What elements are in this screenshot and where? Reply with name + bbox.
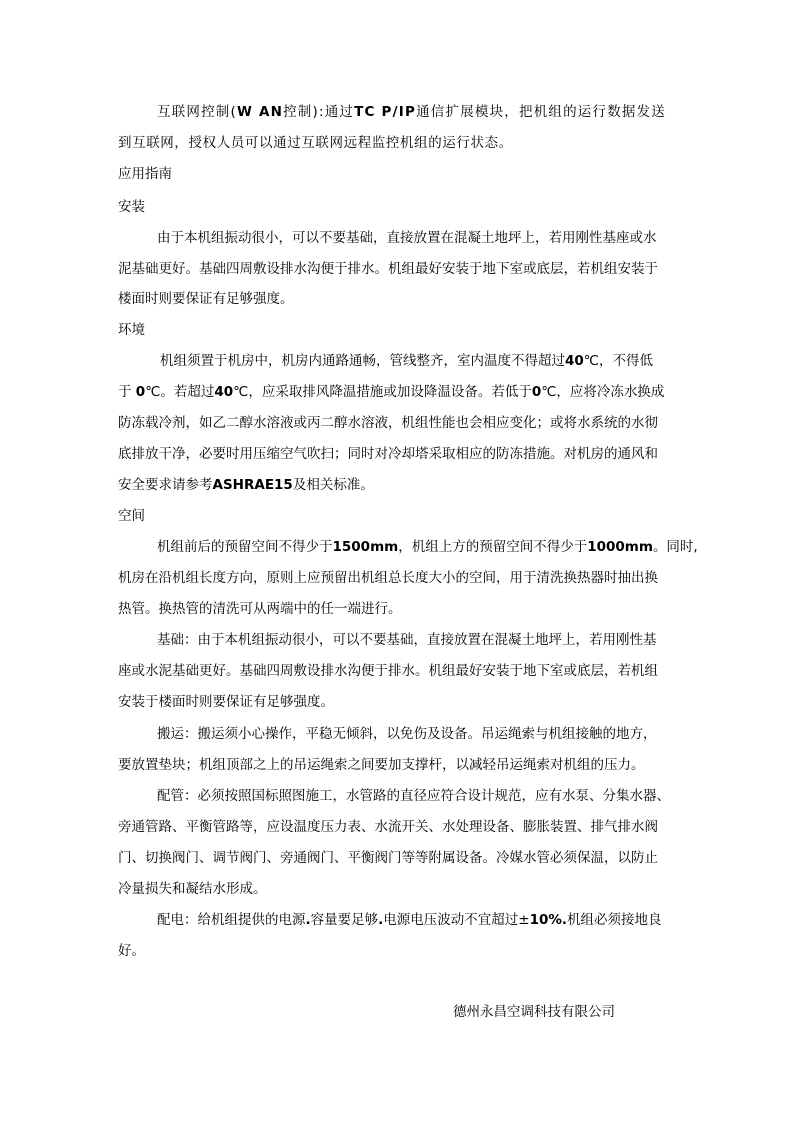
transport-line-2: 要放置垫块；机组顶部之上的吊运绳索之间要加支撑杆，以减轻吊运绳索对机组的压力。 (118, 757, 645, 773)
heading-installation: 安装 (118, 199, 145, 215)
env-line-1 (160, 352, 653, 370)
install-line-2: 泥基础更好。基础四周敷设排水沟便于排水。机组最好安装于地下室或底层，若机组安装于 (118, 261, 658, 277)
text-span: 机组必须接地良 (567, 912, 662, 928)
piping-line-3: 门、切换阀门、调节阀门、旁通阀门、平衡阀门等等附属设备。冷媒水管必须保温，以防止 (118, 850, 658, 866)
heading-space: 空间 (118, 508, 145, 524)
install-line-1: 由于本机组振动很小，可以不要基础，直接放置在混凝土地坪上，若用刚性基座或水 (157, 230, 657, 246)
text-span: 配电：给机组提供的电源 (157, 912, 306, 928)
space-line-2: 机房在沿机组长度方向，原则上应预留出机组总长度大小的空间，用于清洗换热器时抽出换 (118, 570, 658, 586)
heading-environment: 环境 (118, 322, 145, 338)
bold-text: 10% (529, 912, 562, 928)
env-line-4: 底排放干净，必要时用压缩空气吹扫；同时对冷却塔采取相应的防冻措施。对机房的通风和 (118, 446, 658, 462)
piping-line-4: 冷量损失和凝结水形成。 (118, 881, 267, 897)
text-span: ℃，应采取排风降温措施或加设降温设备。若低于 (233, 384, 532, 400)
bold-text: 40 (214, 384, 234, 400)
bold-text: . (305, 912, 311, 928)
text-span: ℃，应将冷冻水换成 (541, 384, 665, 400)
intro-line-2: 到互联网，授权人员可以通过互联网远程监控机组的运行状态。 (118, 135, 513, 151)
env-line-5 (118, 476, 374, 494)
text-span: 安全要求请参考 (118, 477, 213, 493)
heading-application-guide: 应用指南 (118, 166, 172, 182)
power-line-1 (157, 911, 662, 929)
transport-line-1: 搬运：搬运须小心操作，平稳无倾斜，以免伤及设备。吊运绳索与机组接触的地方， (157, 726, 657, 742)
foundation-line-1: 基础：由于本机组振动很小，可以不要基础，直接放置在混凝土地坪上，若用刚性基 (157, 632, 657, 648)
bold-text: ASHRAE15 (212, 477, 293, 493)
piping-line-1: 配管：必须按照国标照图施工，水管路的直径应符合设计规范，应有水泵、分集水器、 (157, 788, 670, 804)
text-span: ，机组上方的预留空间不得少于 (398, 539, 588, 555)
bold-text: 40 (565, 353, 584, 369)
text-span: ℃，不得低 (583, 353, 653, 369)
company-signature: 德州永昌空调科技有限公司 (453, 1004, 615, 1020)
text-span: 控制):通过 (283, 104, 355, 120)
bold-text: 1500mm (332, 539, 399, 555)
bold-text: . (561, 912, 568, 928)
bold-text: 0 (531, 384, 542, 400)
text-span: 。同时, (652, 539, 698, 555)
bold-text: 0 (135, 384, 146, 400)
bold-text: 1000mm (587, 539, 653, 555)
power-line-2: 好。 (118, 943, 145, 959)
text-span: 于 (118, 384, 132, 400)
text-span: 及相关标准。 (292, 477, 374, 493)
text-span: 电源电压波动不宜超过± (383, 912, 530, 928)
bold-text: . (378, 912, 384, 928)
text-span: 互联网控制( (157, 104, 237, 120)
install-line-3: 楼面时则要保证有足够强度。 (118, 291, 294, 307)
bold-text: TC P/IP (354, 104, 417, 120)
piping-line-2: 旁通管路、平衡管路等，应设温度压力表、水流开关、水处理设备、膨胀装置、排气排水阀 (118, 819, 658, 835)
text-span: 容量要足够 (310, 912, 379, 928)
foundation-line-3: 安装于楼面时则要保证有足够强度。 (118, 694, 334, 710)
text-span: 机组前后的预留空间不得少于 (157, 539, 333, 555)
env-line-3: 防冻载冷剂，如乙二醇水溶液或丙二醇水溶液，机组性能也会相应变化；或将水系统的水彻 (118, 415, 658, 431)
text-span: ℃。若超过 (145, 384, 215, 400)
foundation-line-2: 座或水泥基础更好。基础四周敷设排水沟便于排水。机组最好安装于地下室或底层，若机组 (118, 663, 658, 679)
text-span: 通信扩展模块，把机组的运行数据发送 (416, 104, 666, 120)
text-span: 机组须置于机房中，机房内通路通畅，管线整齐，室内温度不得超过 (160, 353, 565, 369)
space-line-3: 热管。换热管的清洗可从两端中的任一端进行。 (118, 601, 402, 617)
bold-text: W AN (236, 104, 284, 120)
env-line-2 (118, 383, 664, 401)
intro-line-1 (157, 103, 666, 121)
space-line-1 (157, 538, 698, 556)
